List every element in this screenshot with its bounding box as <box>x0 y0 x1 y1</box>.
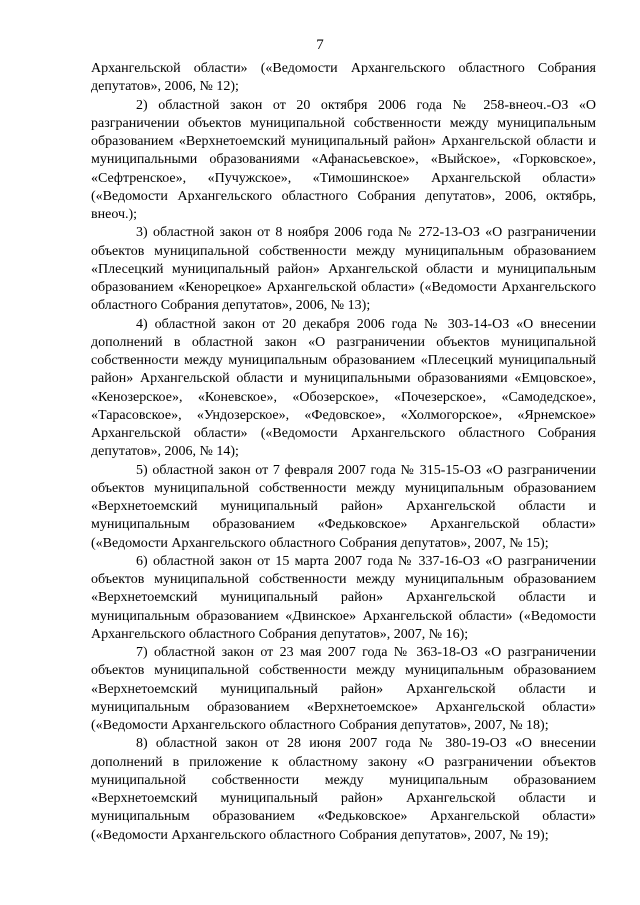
document-body <box>91 60 596 845</box>
paragraph-continuation: Архангельской области» («Ведомости Архангельского областного Собрания депутатов», 2006, № 12); <box>91 61 596 95</box>
list-item-law-8: 8) областной закон от 28 июня 2007 года № 380-19-ОЗ «О внесении дополнений в приложение к областному закону «О разграничении объектов муниципальной собственности между муниципальным образованием «Верхнетоемский муниципальный район» Архангельской области и муниципальным образованием «Федьковское» Архангельской области» («Ведомости Архангельского областного Собрания депутатов», 2007, № 19); <box>91 736 596 843</box>
list-item-law-3: 3) областной закон от 8 ноября 2006 года № 272-13-ОЗ «О разграничении объектов муниципальной собственности между муниципальным образованием «Плесецкий муниципальный район» Архангельской области и муниципальным образованием «Кенорецкое» Архангельской области» («Ведомости Архангельского областного Собрания депутатов», 2006, № 13); <box>91 225 596 314</box>
list-item-law-7: 7) областной закон от 23 мая 2007 года № 363-18-ОЗ «О разграничении объектов муниципальной собственности между муниципальным образованием «Верхнетоемский муниципальный район» Архангельской области и муниципальным образованием «Верхнетоемское» Архангельской области» («Ведомости Архангельского областного Собрания депутатов», 2007, № 18); <box>91 645 596 733</box>
list-item-law-2: 2) областной закон от 20 октября 2006 года № 258-внеоч.-ОЗ «О разграничении объектов муниципальной собственности между муниципальным образованием «Верхнетоемский муниципальный район» Архангельской области и муниципальными образованиями «Афанасьевское», «Выйское», «Горковское», «Сефтренское», «Пучужское», «Тимошинское» Архангельской области» («Ведомости Архангельского областного Собрания депутатов», 2006, октябрь, внеоч.); <box>91 97 596 222</box>
page-number: 7 <box>316 37 324 53</box>
list-item-law-4: 4) областной закон от 20 декабря 2006 года № 303-14-ОЗ «О внесении дополнений в областной закон «О разграничении объектов муниципальной собственности между муниципальным образованием «Плесецкий муниципальный район» Архангельской области и муниципальными образованиями «Емцовское», «Кенозерское», «Коневское», «Обозерское», «Почезерское», «Самодедское», «Тарасовское», «Ундозерское», «Федовское», «Холмогорское», «Ярнемское» Архангельской области» («Ведомости Архангельского областного Собрания депутатов», 2006, № 14); <box>91 316 596 460</box>
list-item-law-5: 5) областной закон от 7 февраля 2007 года № 315-15-ОЗ «О разграничении объектов муниципальной собственности между муниципальным образованием «Верхнетоемский муниципальный район» Архангельской области и муниципальным образованием «Федьковское» Архангельской области» («Ведомости Архангельского областного Собрания депутатов», 2007, № 15); <box>91 462 596 551</box>
list-item-law-6: 6) областной закон от 15 марта 2007 года № 337-16-ОЗ «О разграничении объектов муниципальной собственности между муниципальным образованием «Верхнетоемский муниципальный район» Архангельской области и муниципальным образованием «Двинское» Архангельской области» («Ведомости Архангельского областного Собрания депутатов», 2007, № 16); <box>91 553 596 642</box>
